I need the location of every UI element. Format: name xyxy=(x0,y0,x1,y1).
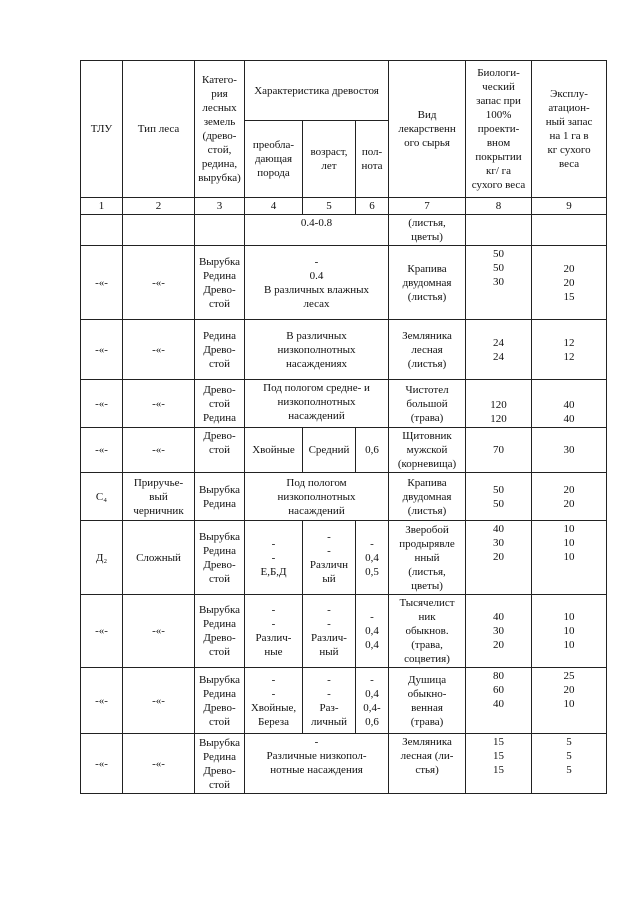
cell-tlu xyxy=(81,215,123,246)
cell-land-category: Вырубка Редина xyxy=(195,473,245,521)
cell-land-category: Вырубка Редина Древo- стой xyxy=(195,521,245,595)
cell-bio-stock: 70 xyxy=(466,428,532,473)
col-number: 5 xyxy=(303,198,356,215)
cell-age: - - Раз- личный xyxy=(303,668,356,734)
cell-stand: Под пологом низкополнотных насаждений xyxy=(245,473,389,521)
cell-bio-stock: 120 120 xyxy=(466,380,532,428)
cell-raw-material: Зверобой продырявле нный (листья, цветы) xyxy=(389,521,466,595)
cell-land-category: Вырубка Редина Древo- стой xyxy=(195,668,245,734)
cell-land-category: Редина Древо- стой xyxy=(195,320,245,380)
cell-tlu: -«- xyxy=(81,320,123,380)
cell-tlu: С₄ xyxy=(81,473,123,521)
table-row xyxy=(81,595,607,668)
table-row xyxy=(81,215,607,246)
cell-bio-stock: 40 30 20 xyxy=(466,595,532,668)
table-row xyxy=(81,246,607,320)
cell-species: Хвойные xyxy=(245,428,303,473)
cell-forest-type: -«- xyxy=(123,734,195,794)
cell-forest-type xyxy=(123,215,195,246)
table-row xyxy=(81,428,607,473)
col-number: 7 xyxy=(389,198,466,215)
cell-forest-type: Приручье- вый черничник xyxy=(123,473,195,521)
col-number: 3 xyxy=(195,198,245,215)
cell-forest-type: Сложный xyxy=(123,521,195,595)
cell-land-category: Древo- стой xyxy=(195,428,245,473)
cell-tlu: -«- xyxy=(81,734,123,794)
cell-stand: - Различные низкопол- нотные насаждения xyxy=(245,734,389,794)
table-row xyxy=(81,320,607,380)
cell-exploit-stock: 5 5 5 xyxy=(532,734,607,794)
table-row xyxy=(81,668,607,734)
header-age: возраст, лет xyxy=(303,121,356,198)
cell-raw-material: Душица обыкно- венная (трава) xyxy=(389,668,466,734)
col-number: 8 xyxy=(466,198,532,215)
cell-exploit-stock: 20 20 15 xyxy=(532,246,607,320)
col-number: 9 xyxy=(532,198,607,215)
cell-raw-material: Крапива двудомная (листья) xyxy=(389,246,466,320)
cell-tlu: Д₂ xyxy=(81,521,123,595)
cell-raw-material: Крапива двудомная (листья) xyxy=(389,473,466,521)
table-row xyxy=(81,521,607,595)
cell-stand: - 0.4 В различных влажных лесах xyxy=(245,246,389,320)
header-density: пол- нота xyxy=(356,121,389,198)
cell-forest-type: -«- xyxy=(123,320,195,380)
cell-density: - 0,4 0,5 xyxy=(356,521,389,595)
forest-resource-table xyxy=(80,60,607,794)
cell-bio-stock: 50 50 30 xyxy=(466,246,532,320)
cell-age: Средний xyxy=(303,428,356,473)
cell-exploit-stock xyxy=(532,215,607,246)
cell-exploit-stock: 12 12 xyxy=(532,320,607,380)
cell-exploit-stock: 40 40 xyxy=(532,380,607,428)
header-exploit-stock: Эксплу- атацион- ный запас на 1 га в кг сухого веса xyxy=(532,61,607,198)
col-number: 2 xyxy=(123,198,195,215)
table-row xyxy=(81,473,607,521)
cell-bio-stock: 80 60 40 xyxy=(466,668,532,734)
cell-bio-stock: 50 50 xyxy=(466,473,532,521)
cell-bio-stock xyxy=(466,215,532,246)
cell-stand: Под пологом средне- и низкополнотных насаждений xyxy=(245,380,389,428)
col-number: 6 xyxy=(356,198,389,215)
cell-land-category: Вырубка Редина Древo- стой xyxy=(195,246,245,320)
cell-forest-type: -«- xyxy=(123,668,195,734)
header-species: преобла- дающая порода xyxy=(245,121,303,198)
col-number: 4 xyxy=(245,198,303,215)
cell-age: - - Различн ый xyxy=(303,521,356,595)
header-forest-type: Тип леса xyxy=(123,61,195,198)
cell-species: - - Хвойные, Береза xyxy=(245,668,303,734)
cell-land-category: Вырубка Редина Древo- стой xyxy=(195,734,245,794)
cell-land-category: Вырубка Редина Древo- стой xyxy=(195,595,245,668)
cell-species: - - Различ- ные xyxy=(245,595,303,668)
cell-exploit-stock: 10 10 10 xyxy=(532,521,607,595)
cell-stand: В различных низкополнотных насаждениях xyxy=(245,320,389,380)
cell-forest-type: -«- xyxy=(123,246,195,320)
table-row xyxy=(81,380,607,428)
header-stand-characteristics: Характеристика древостоя xyxy=(245,61,389,121)
cell-raw-material: Земляника лесная (ли- стья) xyxy=(389,734,466,794)
cell-raw-material: (листья, цветы) xyxy=(389,215,466,246)
cell-land-category xyxy=(195,215,245,246)
cell-stand: 0.4-0.8 xyxy=(245,215,389,246)
header-row-1 xyxy=(81,61,607,121)
col-number: 1 xyxy=(81,198,123,215)
cell-raw-material: Чистотел большой (трава) xyxy=(389,380,466,428)
cell-age: - - Различ- ный xyxy=(303,595,356,668)
cell-bio-stock: 24 24 xyxy=(466,320,532,380)
cell-tlu: -«- xyxy=(81,595,123,668)
column-numbers-row xyxy=(81,198,607,215)
cell-species: - - Е,Б,Д xyxy=(245,521,303,595)
cell-tlu: -«- xyxy=(81,428,123,473)
header-tlu: ТЛУ xyxy=(81,61,123,198)
cell-forest-type: -«- xyxy=(123,595,195,668)
cell-exploit-stock: 25 20 10 xyxy=(532,668,607,734)
cell-exploit-stock: 30 xyxy=(532,428,607,473)
cell-land-category: Древo- стой Редина xyxy=(195,380,245,428)
cell-raw-material: Тысячелист ник обыкнов. (трава, соцветия) xyxy=(389,595,466,668)
table-row xyxy=(81,734,607,794)
cell-tlu: -«- xyxy=(81,246,123,320)
cell-raw-material: Земляника лесная (листья) xyxy=(389,320,466,380)
cell-raw-material: Щитовник мужской (корневища) xyxy=(389,428,466,473)
cell-density: - 0,4 0,4 xyxy=(356,595,389,668)
cell-forest-type: -«- xyxy=(123,428,195,473)
header-land-category: Катего- рия лесных земель (древо- стой, редина, вырубка) xyxy=(195,61,245,198)
cell-forest-type: -«- xyxy=(123,380,195,428)
header-raw-material: Вид лекарственн ого сырья xyxy=(389,61,466,198)
cell-density: 0,6 xyxy=(356,428,389,473)
cell-exploit-stock: 10 10 10 xyxy=(532,595,607,668)
cell-bio-stock: 15 15 15 xyxy=(466,734,532,794)
cell-bio-stock: 40 30 20 xyxy=(466,521,532,595)
cell-tlu: -«- xyxy=(81,668,123,734)
cell-density: - 0,4 0,4- 0,6 xyxy=(356,668,389,734)
cell-exploit-stock: 20 20 xyxy=(532,473,607,521)
header-bio-stock: Биологи- ческий запас при 100% проекти- вном покрытии кг/ га сухого веса xyxy=(466,61,532,198)
cell-tlu: -«- xyxy=(81,380,123,428)
